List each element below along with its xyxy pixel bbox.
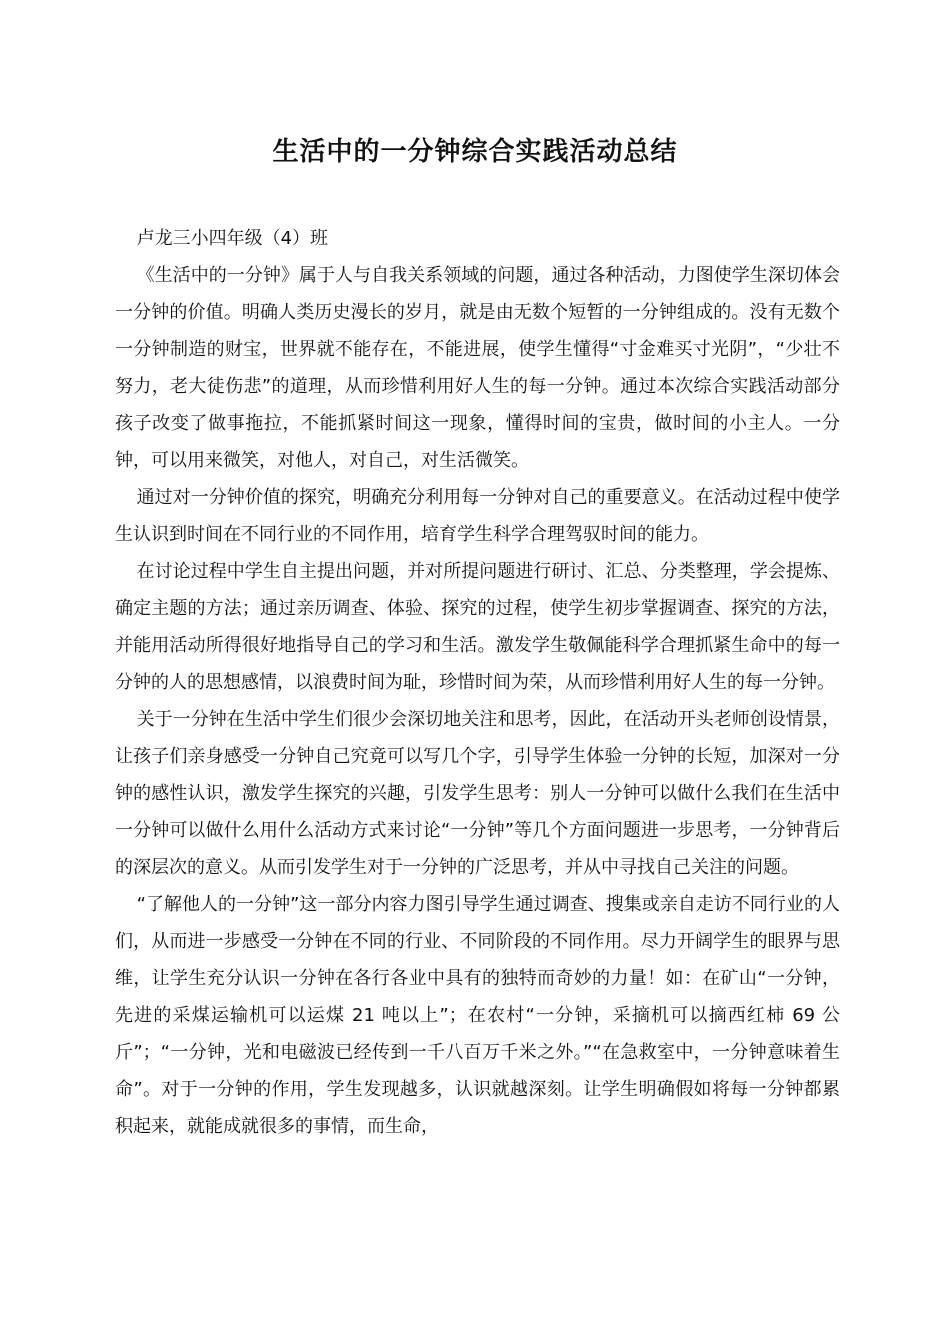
paragraph-1: 《生活中的一分钟》属于人与自我关系领域的问题，通过各种活动，力图使学生深切体会一分钟的价值。明确人类历史漫长的岁月，就是由无数个短暂的一分钟组成的。没有无数个一分钟制造的财宝，世界就不能存在，不能进展，使学生懂得“寸金难买寸光阴”，“少壮不努力，老大徒伤悲”的道理，从而珍惜利用好人生的每一分钟。通过本次综合实践活动部分孩子改变了做事拖拉，不能抓紧时间这一现象，懂得时间的宝贵，做时间的小主人。一分钟，可以用来微笑，对他人，对自己，对生活微笑。 — [115, 265, 840, 471]
paragraph-3: 在讨论过程中学生自主提出问题，并对所提问题进行研讨、汇总、分类整理，学会提炼、确定主题的方法；通过亲历调查、体验、探究的过程，使学生初步掌握调查、探究的方法，并能用活动所得很好地指导自己的学习和生活。激发学生敬佩能科学合理抓紧生命中的每一分钟的人的思想感情，以浪费时间为耻，珍惜时间为荣，从而珍惜利用好人生的每一分钟。 — [115, 561, 840, 693]
paragraph-4: 关于一分钟在生活中学生们很少会深切地关注和思考，因此，在活动开头老师创设情景，让孩子们亲身感受一分钟自己究竟可以写几个字，引导学生体验一分钟的长短，加深对一分钟的感性认识，激发学生探究的兴趣，引发学生思考：别人一分钟可以做什么我们在生活中一分钟可以做什么用什么活动方式来讨论“一分钟”等几个方面问题进一步思考，一分钟背后的深层次的意义。从而引发学生对于一分钟的广泛思考，并从中寻找自己关注的问题。 — [115, 709, 840, 878]
paragraph-5: “了解他人的一分钟”这一部分内容力图引导学生通过调查、搜集或亲自走访不同行业的人们，从而进一步感受一分钟在不同的行业、不同阶段的不同作用。尽力开阔学生的眼界与思维，让学生充分认识一分钟在各行各业中具有的独特而奇妙的力量！如：在矿山“一分钟，先进的采煤运输机可以运煤 21 吨以上”；在农村“一分钟，采摘机可以摘西红柿 69 公斤”；“一分钟，光和电磁波已经传到一千八百万千米之外。”“在急救室中，一分钟意味着生命”。对于一分钟的作用，学生发现越多，认识就越深刻。让学生明确假如将每一分钟都累积起来，就能成就很多的事情，而生命， — [115, 894, 840, 1137]
byline: 卢龙三小四年级（4）班 — [136, 228, 329, 249]
paragraph-2: 通过对一分钟价值的探究，明确充分利用每一分钟对自己的重要意义。在活动过程中使学生认识到时间在不同行业的不同作用，培育学生科学合理驾驭时间的能力。 — [115, 487, 840, 545]
document-body — [115, 220, 840, 1145]
document-title: 生活中的一分钟综合实践活动总结 — [272, 137, 678, 167]
